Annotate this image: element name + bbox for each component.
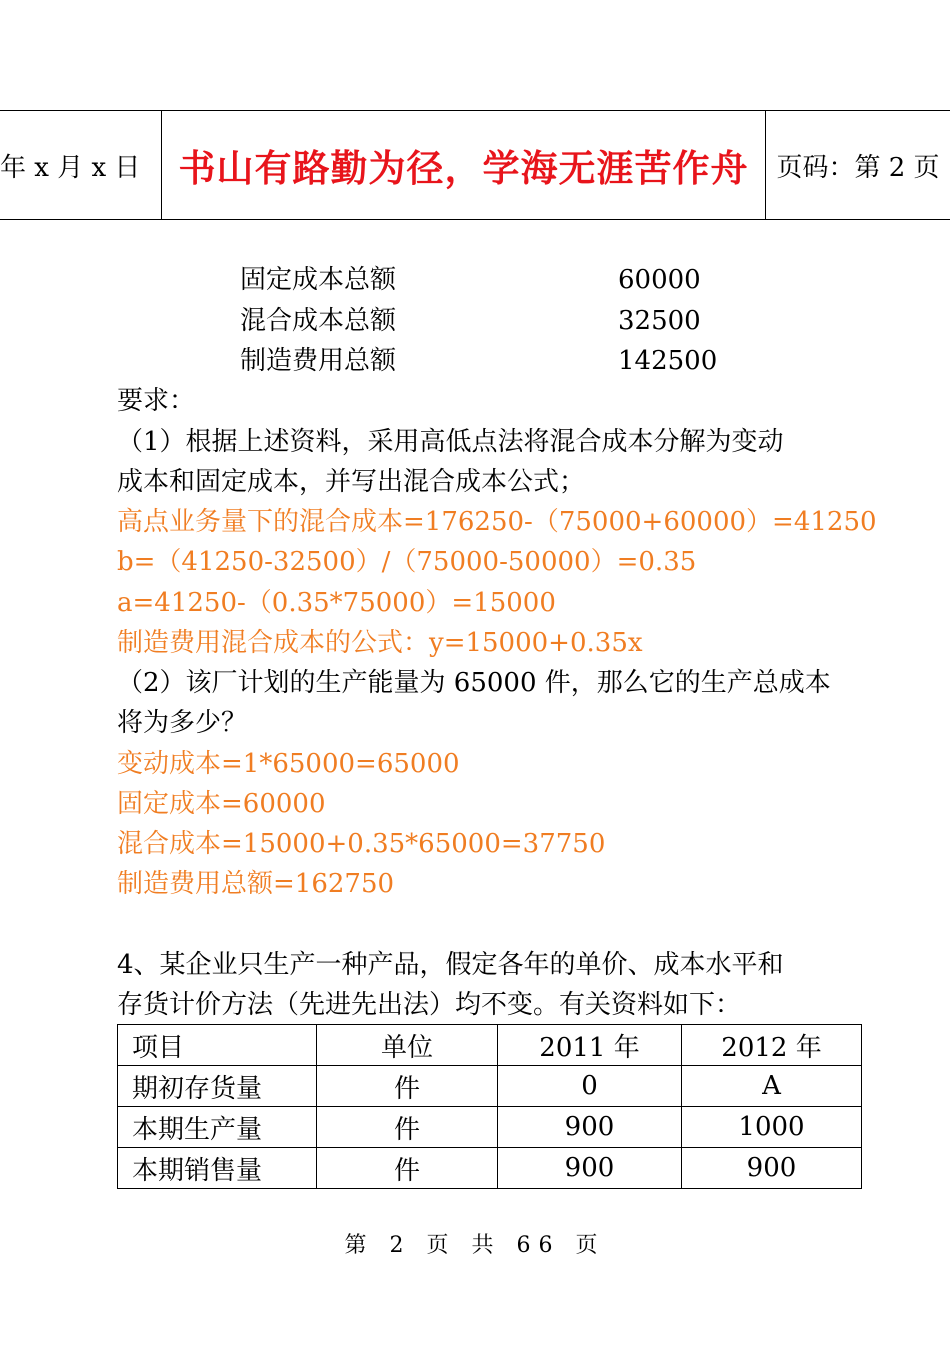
table-cell: 900 xyxy=(682,1148,862,1189)
header-page-number: 页码：第 2 页 xyxy=(776,152,940,183)
inventory-table xyxy=(117,1024,862,1189)
table-cell: 件 xyxy=(317,1148,498,1189)
table-header-cell: 2011 年 xyxy=(498,1025,682,1066)
cost-item-value: 32500 xyxy=(618,306,701,336)
question-2-line-2: 将为多少？ xyxy=(117,708,248,738)
answer-variable-cost: 变动成本=1*65000=65000 xyxy=(117,749,460,779)
cost-item-label: 混合成本总额 xyxy=(240,306,397,336)
table-row xyxy=(118,1066,862,1107)
table-header-cell: 单位 xyxy=(317,1025,498,1066)
answer-mixed-cost: 混合成本=15000+0.35*65000=37750 xyxy=(117,829,606,859)
page-footer: 第 2 页 共 66 页 xyxy=(344,1233,606,1258)
table-cell: 本期生产量 xyxy=(118,1107,317,1148)
table-cell: 件 xyxy=(317,1107,498,1148)
cost-item-label: 固定成本总额 xyxy=(240,265,397,295)
answer-total-overhead: 制造费用总额=162750 xyxy=(117,869,395,899)
table-cell: 期初存货量 xyxy=(118,1066,317,1107)
table-cell: 本期销售量 xyxy=(118,1148,317,1189)
question-1-line-1: （1）根据上述资料，采用高低点法将混合成本分解为变动 xyxy=(117,427,784,457)
problem-4-line-2: 存货计价方法（先进先出法）均不变。有关资料如下： xyxy=(117,990,742,1020)
table-header-row xyxy=(118,1025,862,1066)
table-row xyxy=(118,1148,862,1189)
cost-item-label: 制造费用总额 xyxy=(240,346,397,376)
answer-high-point-cost: 高点业务量下的混合成本=176250-（75000+60000）=41250 xyxy=(117,507,877,537)
answer-fixed-cost: 固定成本=60000 xyxy=(117,789,326,819)
table-header-cell: 2012 年 xyxy=(682,1025,862,1066)
table-cell: 件 xyxy=(317,1066,498,1107)
table-cell: A xyxy=(682,1066,862,1107)
table-header-cell: 项目 xyxy=(118,1025,317,1066)
requirements-heading: 要求： xyxy=(117,386,196,416)
answer-a: a=41250-（0.35*75000）=15000 xyxy=(117,588,556,618)
answer-b: b=（41250-32500）/（75000-50000）=0.35 xyxy=(117,547,697,577)
page-header xyxy=(0,110,950,220)
header-motto: 书山有路勤为径，学海无涯苦作舟 xyxy=(162,111,766,219)
cost-item-value: 60000 xyxy=(618,265,701,295)
header-date: 年 x 月 x 日 xyxy=(0,111,162,219)
answer-formula: 制造费用混合成本的公式：y=15000+0.35x xyxy=(117,628,643,658)
table-cell: 0 xyxy=(498,1066,682,1107)
table-cell: 1000 xyxy=(682,1107,862,1148)
problem-4-line-1: 4、某企业只生产一种产品，假定各年的单价、成本水平和 xyxy=(117,950,784,980)
table-row xyxy=(118,1107,862,1148)
table-cell: 900 xyxy=(498,1107,682,1148)
cost-item-value: 142500 xyxy=(618,346,718,376)
question-1-line-2: 成本和固定成本，并写出混合成本公式； xyxy=(117,467,586,497)
question-2-line-1: （2）该厂计划的生产能量为 65000 件，那么它的生产总成本 xyxy=(117,668,831,698)
table-cell: 900 xyxy=(498,1148,682,1189)
